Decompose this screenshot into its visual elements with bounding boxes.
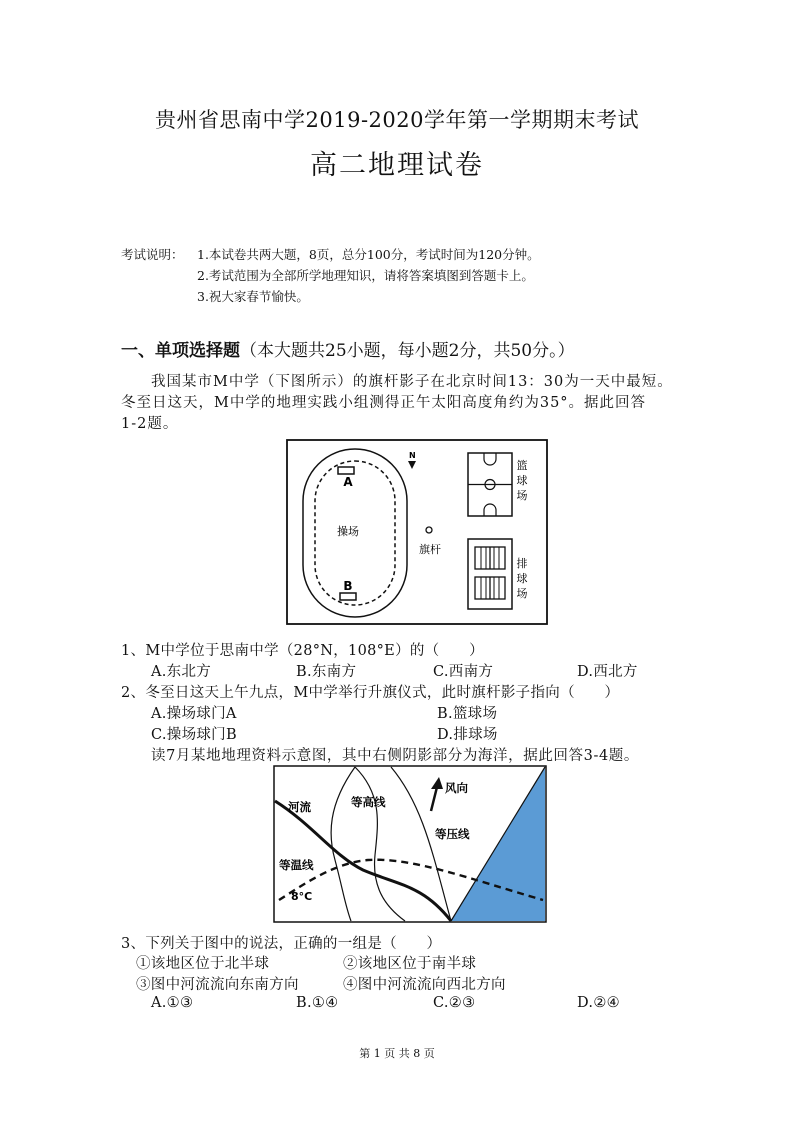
notes-label: 考试说明： bbox=[121, 247, 184, 262]
q2-stem: 2、冬至日这天上午九点，M中学举行升旗仪式，此时旗杆影子指向（ ） bbox=[121, 685, 620, 701]
north-label: N bbox=[409, 451, 416, 460]
intro1-line2: 冬至日这天，M中学的地理实践小组测得正午太阳高度角约为35°。据此回答 bbox=[121, 395, 647, 411]
intro2-text: 读7月某地地理资料示意图，其中右侧阴影部分为海洋，据此回答3-4题。 bbox=[151, 748, 639, 764]
q3-statement-4: ④图中河流流向西北方向 bbox=[343, 977, 506, 993]
contour-label: 等高线 bbox=[351, 795, 386, 809]
q2-option-b: B.篮球场 bbox=[437, 706, 498, 722]
q2-option-a: A.操场球门A bbox=[151, 706, 237, 722]
q3-option-c: C.②③ bbox=[433, 995, 476, 1011]
q2-option-c: C.操场球门B bbox=[151, 727, 237, 743]
gate-a-label: A bbox=[343, 475, 353, 489]
flagpole-label: 旗杆 bbox=[419, 543, 441, 556]
q2-option-d: D.排球场 bbox=[437, 727, 498, 743]
q1-option-b: B.东南方 bbox=[296, 664, 357, 680]
school-map-figure bbox=[286, 439, 548, 625]
exam-title: 贵州省思南中学2019-2020学年第一学期期末考试 bbox=[155, 108, 639, 132]
isotherm-label: 等温线 bbox=[279, 858, 314, 872]
volleyball-label-1: 排 bbox=[516, 557, 528, 570]
river-label: 河流 bbox=[288, 800, 311, 814]
q3-option-a: A.①③ bbox=[151, 995, 194, 1011]
q3-statement-3: ③图中河流流向东南方向 bbox=[136, 977, 299, 993]
q1-stem: 1、M中学位于思南中学（28°N，108°E）的（ ） bbox=[121, 643, 484, 659]
note-item-3: 3.祝大家春节愉快。 bbox=[197, 289, 309, 304]
exam-subtitle: 高二地理试卷 bbox=[310, 150, 484, 181]
q3-stem: 3、下列关于图中的说法，正确的一组是（ ） bbox=[121, 936, 442, 952]
isobar-label: 等压线 bbox=[435, 827, 470, 841]
basketball-label-3: 场 bbox=[516, 489, 528, 502]
basketball-label-2: 球 bbox=[516, 474, 528, 487]
note-item-1: 1.本试卷共两大题，8页，总分100分，考试时间为120分钟。 bbox=[197, 247, 540, 262]
q3-statement-1: ①该地区位于北半球 bbox=[136, 956, 270, 972]
field-label: 操场 bbox=[337, 525, 359, 538]
q1-option-a: A.东北方 bbox=[151, 664, 212, 680]
intro1-line1: 我国某市M中学（下图所示）的旗杆影子在北京时间13：30为一天中最短。 bbox=[151, 374, 673, 390]
q3-option-b: B.①④ bbox=[296, 995, 339, 1011]
page-footer: 第 1 页 共 8 页 bbox=[359, 1047, 435, 1060]
intro1-line3: 1-2题。 bbox=[121, 416, 179, 432]
basketball-label-1: 篮 bbox=[516, 459, 528, 472]
section-title: 一、单项选择题 bbox=[121, 341, 240, 361]
temp-label: 8°C bbox=[291, 890, 313, 903]
volleyball-label-2: 球 bbox=[516, 572, 528, 585]
q3-statement-2: ②该地区位于南半球 bbox=[343, 956, 477, 972]
gate-b-label: B bbox=[343, 579, 353, 593]
section-heading bbox=[121, 336, 575, 361]
geo-diagram-figure bbox=[273, 765, 547, 923]
wind-label: 风向 bbox=[445, 781, 468, 795]
map-frame bbox=[287, 440, 547, 624]
q1-option-d: D.西北方 bbox=[577, 664, 638, 680]
volleyball-label-3: 场 bbox=[516, 587, 528, 600]
q1-option-c: C.西南方 bbox=[433, 664, 494, 680]
note-item-2: 2.考试范围为全部所学地理知识，请将答案填图到答题卡上。 bbox=[197, 268, 534, 283]
section-note: （本大题共25小题，每小题2分，共50分。） bbox=[240, 341, 575, 361]
q3-option-d: D.②④ bbox=[577, 995, 620, 1011]
